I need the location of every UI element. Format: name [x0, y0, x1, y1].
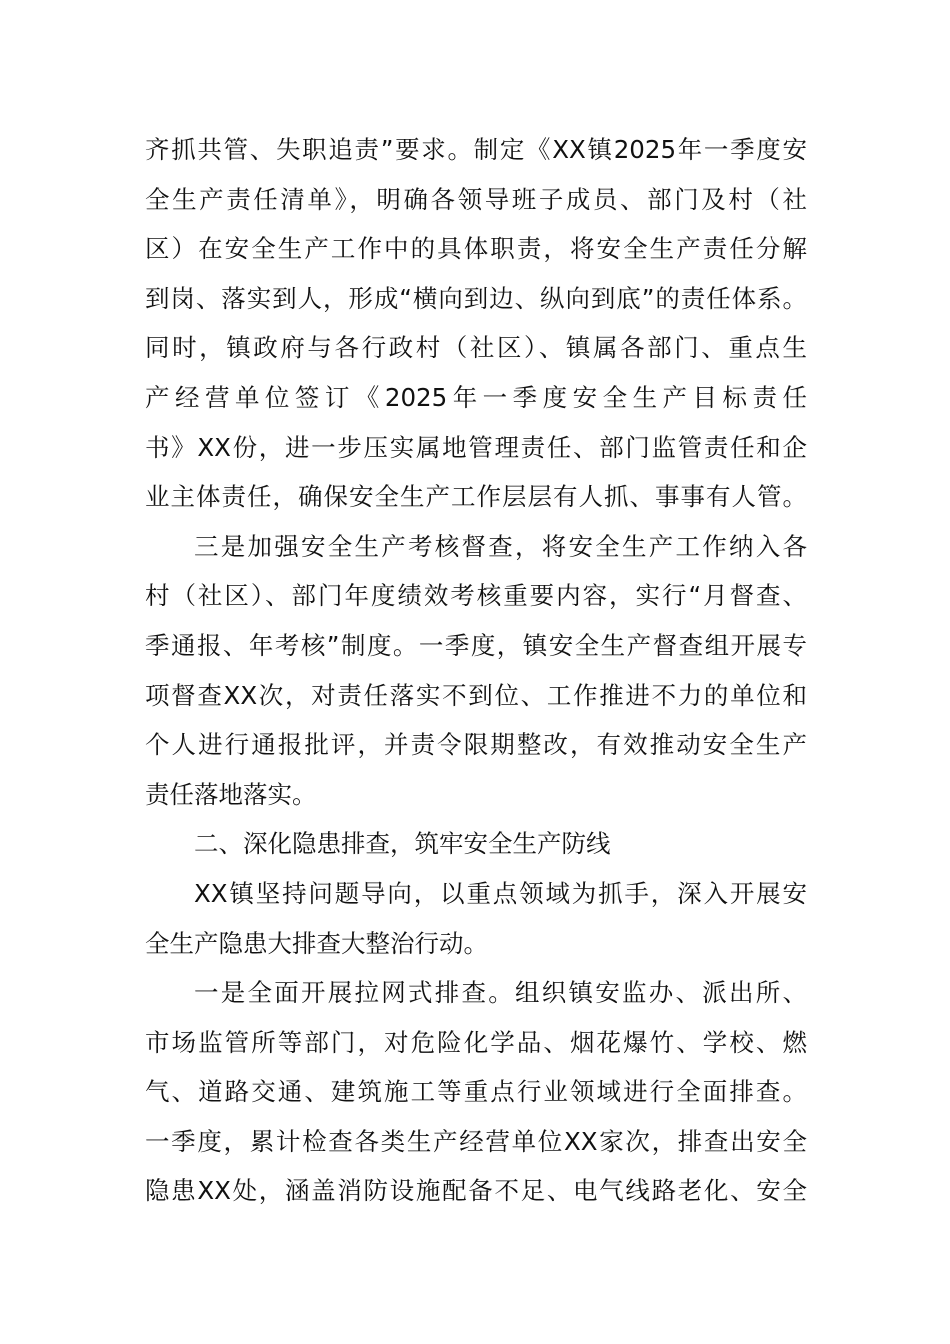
text-line: 三是加强安全生产考核督查，将安全生产工作纳入各: [194, 531, 807, 561]
text-line: 书》XX份，进一步压实属地管理责任、部门监管责任和企: [145, 432, 807, 462]
text-line: XX镇坚持问题导向，以重点领域为抓手，深入开展安: [194, 878, 807, 908]
text-line: 项督查XX次，对责任落实不到位、工作推进不力的单位和: [145, 680, 807, 710]
text-line: 产经营单位签订《2025年一季度安全生产目标责任: [145, 382, 807, 412]
text-line: 同时，镇政府与各行政村（社区）、镇属各部门、重点生: [145, 333, 807, 363]
text-line: 到岗、落实到人，形成“横向到边、纵向到底”的责任体系。: [145, 283, 807, 313]
text-line: 区）在安全生产工作中的具体职责，将安全生产责任分解: [145, 234, 807, 264]
text-line: 隐患XX处，涵盖消防设施配备不足、电气线路老化、安全: [145, 1176, 807, 1206]
text-line: 村（社区）、部门年度绩效考核重要内容，实行“月督查、: [145, 581, 807, 611]
text-line: 全生产责任清单》，明确各领导班子成员、部门及村（社: [145, 184, 807, 214]
text-line: 市场监管所等部门，对危险化学品、烟花爆竹、学校、燃: [145, 1027, 807, 1057]
text-line: 二、深化隐患排查，筑牢安全生产防线: [194, 829, 611, 859]
text-line: 一季度，累计检查各类生产经营单位XX家次，排查出安全: [145, 1126, 807, 1156]
text-line: 气、道路交通、建筑施工等重点行业领域进行全面排查。: [145, 1077, 807, 1107]
text-line: 齐抓共管、失职追责”要求。制定《XX镇2025年一季度安: [145, 135, 807, 164]
document-body: [145, 125, 807, 1216]
text-line: 业主体责任，确保安全生产工作层层有人抓、事事有人管。: [145, 482, 807, 512]
text-line: 季通报、年考核”制度。一季度，镇安全生产督查组开展专: [145, 630, 807, 660]
text-line: 一是全面开展拉网式排查。组织镇安监办、派出所、: [194, 978, 807, 1008]
text-line: 个人进行通报批评，并责令限期整改，有效推动安全生产: [145, 730, 807, 760]
text-line: 责任落地落实。: [145, 779, 317, 809]
text-line: 全生产隐患大排查大整治行动。: [145, 928, 488, 958]
